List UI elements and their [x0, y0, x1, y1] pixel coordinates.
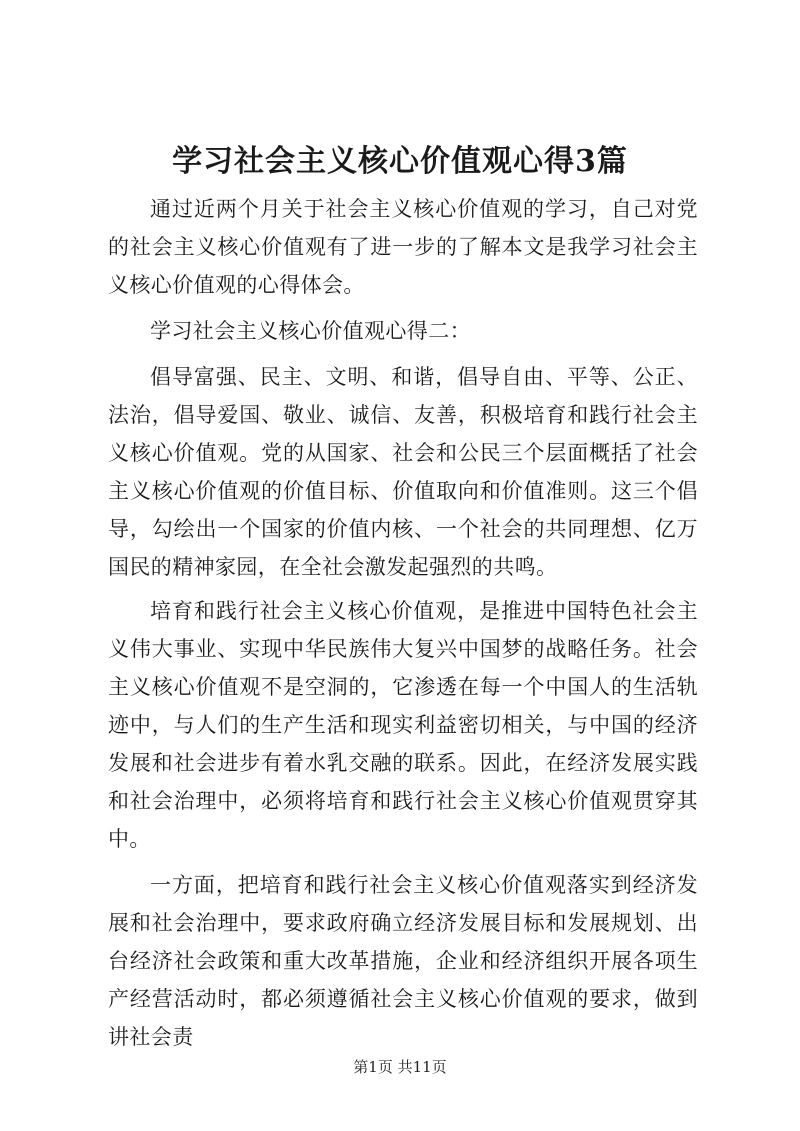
- document-body: [108, 190, 698, 1056]
- paragraph-cultivation: 培育和践行社会主义核心价值观，是推进中国特色社会主义伟大事业、实现中华民族伟大复兴中国梦的战略任务。社会主义核心价值观不是空洞的，它渗透在每一个中国人的生活轨迹中，与人们的生产生活和现实利益密切相关，与中国的经济发展和社会进步有着水乳交融的联系。因此，在经济发展实践和社会治理中，必须将培育和践行社会主义核心价值观贯穿其中。: [108, 599, 698, 851]
- paragraph-intro: 通过近两个月关于社会主义核心价值观的学习，自己对党的社会主义核心价值观有了进一步的了解本文是我学习社会主义核心价值观的心得体会。: [108, 197, 698, 297]
- page-footer: 第1页 共11页: [353, 1058, 447, 1076]
- document-title: 学习社会主义核心价值观心得3篇: [172, 144, 628, 179]
- paragraph-section-heading: 学习社会主义核心价值观心得二：: [150, 319, 471, 343]
- paragraph-first-aspect: 一方面，把培育和践行社会主义核心价值观落实到经济发展和社会治理中，要求政府确立经济发展目标和发展规划、出台经济社会政策和重大改革措施，企业和经济组织开展各项生产经营活动时，都必须遵循社会主义核心价值观的要求，做到讲社会责: [108, 873, 698, 1049]
- paragraph-values: 倡导富强、民主、文明、和谐，倡导自由、平等、公正、法治，倡导爱国、敬业、诚信、友善，积极培育和践行社会主义核心价值观。党的从国家、社会和公民三个层面概括了社会主义核心价值观的价值目标、价值取向和价值准则。这三个倡导，勾绘出一个国家的价值内核、一个社会的共同理想、亿万国民的精神家园，在全社会激发起强烈的共鸣。: [108, 365, 698, 579]
